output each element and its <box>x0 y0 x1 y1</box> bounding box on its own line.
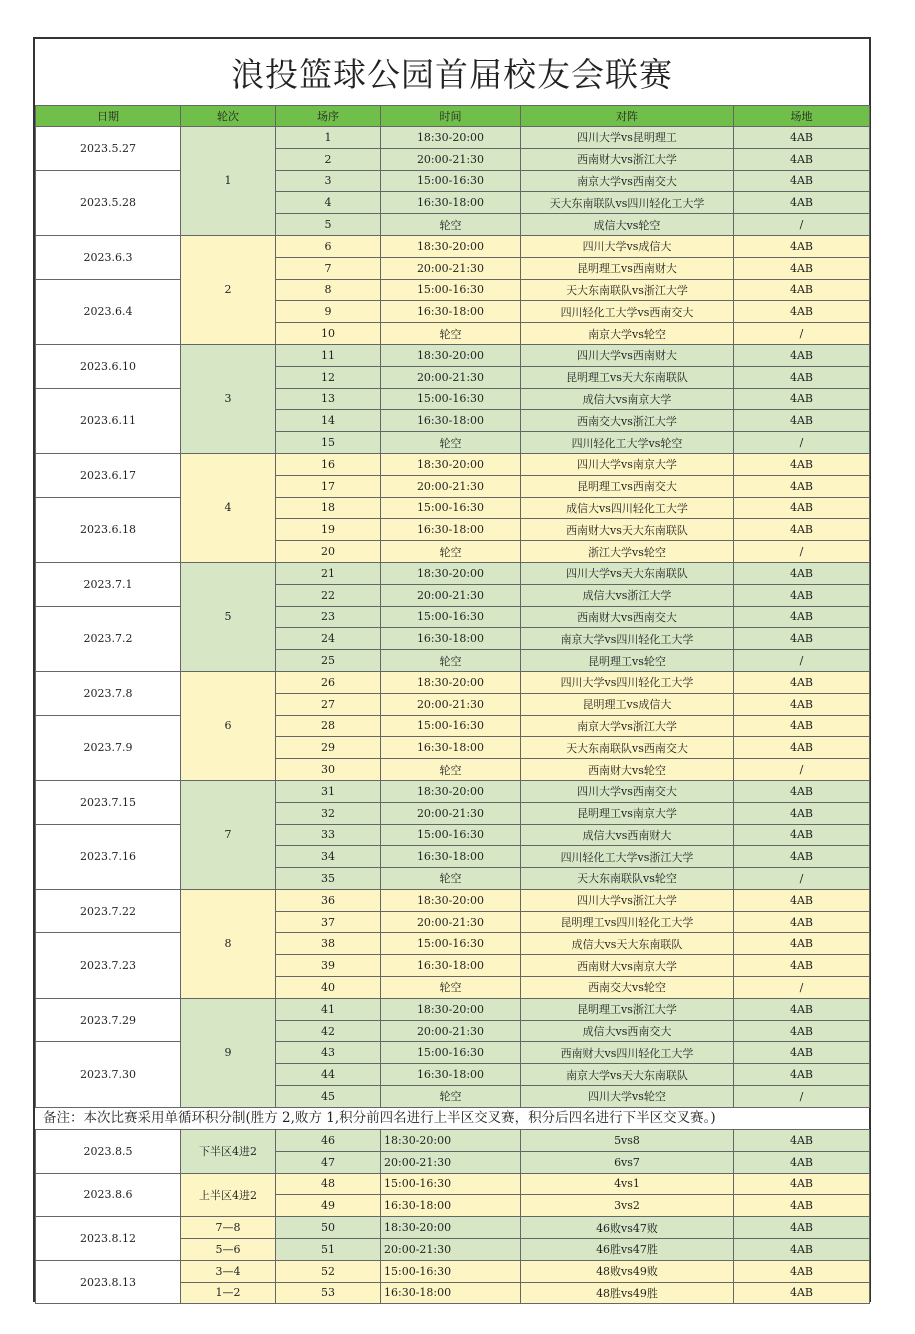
venue-cell: / <box>734 432 870 454</box>
time-cell: 轮空 <box>381 541 521 563</box>
round-cell: 1—2 <box>181 1282 276 1304</box>
table-row <box>36 1042 870 1064</box>
venue-cell: 4AB <box>734 562 870 584</box>
venue-cell: 4AB <box>734 671 870 693</box>
time-cell: 20:00-21:30 <box>381 802 521 824</box>
match-cell: 西南交大vs浙江大学 <box>521 410 734 432</box>
time-cell: 18:30-20:00 <box>381 127 521 149</box>
match-cell: 成信大vs西南财大 <box>521 824 734 846</box>
table-row <box>36 1130 870 1152</box>
game-no-cell: 36 <box>276 889 381 911</box>
game-no-cell: 27 <box>276 693 381 715</box>
date-cell: 2023.7.29 <box>36 998 181 1042</box>
game-no-cell: 4 <box>276 192 381 214</box>
date-cell: 2023.7.30 <box>36 1042 181 1107</box>
game-no-cell: 51 <box>276 1238 381 1260</box>
match-cell: 昆明理工vs南京大学 <box>521 802 734 824</box>
game-no-cell: 28 <box>276 715 381 737</box>
remark-note: 备注：本次比赛采用单循环积分制(胜方 2,败方 1,积分前四名进行上半区交叉赛，积分后四名进行下半区交叉赛。) <box>43 1110 716 1126</box>
round-cell: 6 <box>181 671 276 780</box>
date-cell: 2023.7.16 <box>36 824 181 889</box>
round-cell: 5 <box>181 562 276 671</box>
table-row <box>36 388 870 410</box>
match-cell: 西南财大vs浙江大学 <box>521 148 734 170</box>
venue-cell: 4AB <box>734 170 870 192</box>
venue-cell: 4AB <box>734 453 870 475</box>
venue-cell: 4AB <box>734 127 870 149</box>
time-cell: 18:30-20:00 <box>381 780 521 802</box>
game-no-cell: 26 <box>276 671 381 693</box>
date-cell: 2023.7.22 <box>36 889 181 933</box>
time-cell: 20:00-21:30 <box>381 1238 521 1260</box>
time-cell: 15:00-16:30 <box>381 1042 521 1064</box>
date-cell: 2023.8.5 <box>36 1130 181 1174</box>
time-cell: 15:00-16:30 <box>381 933 521 955</box>
time-cell: 16:30-18:00 <box>381 955 521 977</box>
venue-cell: 4AB <box>734 366 870 388</box>
venue-cell: 4AB <box>734 802 870 824</box>
page-title: 浪投篮球公园首届校友会联赛 <box>35 39 869 106</box>
match-cell: 昆明理工vs天大东南联队 <box>521 366 734 388</box>
match-cell: 成信大vs西南交大 <box>521 1020 734 1042</box>
venue-cell: 4AB <box>734 388 870 410</box>
round-cell: 7—8 <box>181 1217 276 1239</box>
time-cell: 16:30-18:00 <box>381 519 521 541</box>
time-cell: 20:00-21:30 <box>381 1020 521 1042</box>
date-cell: 2023.6.17 <box>36 453 181 497</box>
match-cell: 四川轻化工大学vs西南交大 <box>521 301 734 323</box>
venue-cell: 4AB <box>734 933 870 955</box>
time-cell: 16:30-18:00 <box>381 737 521 759</box>
time-cell: 20:00-21:30 <box>381 475 521 497</box>
round-cell: 上半区4进2 <box>181 1173 276 1217</box>
match-cell: 西南财大vs天大东南联队 <box>521 519 734 541</box>
venue-cell: 4AB <box>734 1282 870 1304</box>
table-row <box>36 235 870 257</box>
game-no-cell: 14 <box>276 410 381 432</box>
match-cell: 南京大学vs浙江大学 <box>521 715 734 737</box>
date-cell: 2023.7.1 <box>36 562 181 606</box>
date-cell: 2023.8.12 <box>36 1217 181 1261</box>
game-no-cell: 20 <box>276 541 381 563</box>
game-no-cell: 19 <box>276 519 381 541</box>
time-cell: 18:30-20:00 <box>381 235 521 257</box>
match-cell: 南京大学vs四川轻化工大学 <box>521 628 734 650</box>
match-cell: 天大东南联队vs轮空 <box>521 868 734 890</box>
date-cell: 2023.8.13 <box>36 1260 181 1304</box>
game-no-cell: 8 <box>276 279 381 301</box>
game-no-cell: 9 <box>276 301 381 323</box>
venue-cell: 4AB <box>734 824 870 846</box>
match-cell: 西南交大vs轮空 <box>521 977 734 999</box>
match-cell: 成信大vs天大东南联队 <box>521 933 734 955</box>
venue-cell: 4AB <box>734 279 870 301</box>
round-cell: 下半区4进2 <box>181 1130 276 1174</box>
time-cell: 轮空 <box>381 650 521 672</box>
venue-cell: 4AB <box>734 628 870 650</box>
time-cell: 20:00-21:30 <box>381 1151 521 1173</box>
match-cell: 南京大学vs轮空 <box>521 323 734 345</box>
game-no-cell: 40 <box>276 977 381 999</box>
table-row <box>36 889 870 911</box>
venue-cell: 4AB <box>734 344 870 366</box>
venue-cell: 4AB <box>734 584 870 606</box>
venue-cell: 4AB <box>734 1020 870 1042</box>
table-row <box>36 562 870 584</box>
time-cell: 16:30-18:00 <box>381 1195 521 1217</box>
date-cell: 2023.5.28 <box>36 170 181 235</box>
match-cell: 南京大学vs西南交大 <box>521 170 734 192</box>
table-row <box>36 344 870 366</box>
time-cell: 16:30-18:00 <box>381 628 521 650</box>
match-cell: 南京大学vs天大东南联队 <box>521 1064 734 1086</box>
game-no-cell: 33 <box>276 824 381 846</box>
header-game-no: 场序 <box>276 106 381 127</box>
game-no-cell: 29 <box>276 737 381 759</box>
venue-cell: 4AB <box>734 1195 870 1217</box>
game-no-cell: 15 <box>276 432 381 454</box>
venue-cell: 4AB <box>734 192 870 214</box>
date-cell: 2023.8.6 <box>36 1173 181 1217</box>
venue-cell: 4AB <box>734 301 870 323</box>
round-cell: 5—6 <box>181 1238 276 1260</box>
match-cell: 浙江大学vs轮空 <box>521 541 734 563</box>
time-cell: 18:30-20:00 <box>381 998 521 1020</box>
match-cell: 西南财大vs西南交大 <box>521 606 734 628</box>
venue-cell: / <box>734 214 870 236</box>
match-cell: 四川大学vs四川轻化工大学 <box>521 671 734 693</box>
game-no-cell: 42 <box>276 1020 381 1042</box>
time-cell: 轮空 <box>381 1086 521 1108</box>
table-row <box>36 497 870 519</box>
match-cell: 成信大vs南京大学 <box>521 388 734 410</box>
game-no-cell: 6 <box>276 235 381 257</box>
time-cell: 15:00-16:30 <box>381 715 521 737</box>
match-cell: 昆明理工vs浙江大学 <box>521 998 734 1020</box>
time-cell: 20:00-21:30 <box>381 693 521 715</box>
game-no-cell: 39 <box>276 955 381 977</box>
round-cell: 8 <box>181 889 276 998</box>
table-row <box>36 1260 870 1282</box>
schedule-table <box>35 105 870 1108</box>
time-cell: 18:30-20:00 <box>381 562 521 584</box>
venue-cell: 4AB <box>734 846 870 868</box>
round-cell: 2 <box>181 235 276 344</box>
match-cell: 四川大学vs天大东南联队 <box>521 562 734 584</box>
game-no-cell: 7 <box>276 257 381 279</box>
time-cell: 轮空 <box>381 759 521 781</box>
date-cell: 2023.7.8 <box>36 671 181 715</box>
match-cell: 西南财大vs轮空 <box>521 759 734 781</box>
match-cell: 四川大学vs轮空 <box>521 1086 734 1108</box>
game-no-cell: 41 <box>276 998 381 1020</box>
game-no-cell: 43 <box>276 1042 381 1064</box>
match-cell: 四川大学vs昆明理工 <box>521 127 734 149</box>
time-cell: 20:00-21:30 <box>381 257 521 279</box>
date-cell: 2023.7.2 <box>36 606 181 671</box>
header-date: 日期 <box>36 106 181 127</box>
game-no-cell: 50 <box>276 1217 381 1239</box>
time-cell: 20:00-21:30 <box>381 366 521 388</box>
schedule-body <box>36 127 870 1108</box>
game-no-cell: 35 <box>276 868 381 890</box>
venue-cell: / <box>734 323 870 345</box>
time-cell: 15:00-16:30 <box>381 170 521 192</box>
match-cell: 6vs7 <box>521 1151 734 1173</box>
match-cell: 昆明理工vs轮空 <box>521 650 734 672</box>
time-cell: 15:00-16:30 <box>381 279 521 301</box>
venue-cell: 4AB <box>734 1217 870 1239</box>
venue-cell: 4AB <box>734 998 870 1020</box>
time-cell: 18:30-20:00 <box>381 453 521 475</box>
venue-cell: 4AB <box>734 693 870 715</box>
venue-cell: 4AB <box>734 1042 870 1064</box>
header-row <box>36 106 870 127</box>
table-row <box>36 715 870 737</box>
time-cell: 16:30-18:00 <box>381 192 521 214</box>
venue-cell: 4AB <box>734 475 870 497</box>
time-cell: 16:30-18:00 <box>381 1064 521 1086</box>
game-no-cell: 52 <box>276 1260 381 1282</box>
venue-cell: 4AB <box>734 1151 870 1173</box>
time-cell: 18:30-20:00 <box>381 344 521 366</box>
date-cell: 2023.6.11 <box>36 388 181 453</box>
table-row <box>36 127 870 149</box>
match-cell: 天大东南联队vs浙江大学 <box>521 279 734 301</box>
time-cell: 16:30-18:00 <box>381 1282 521 1304</box>
table-row <box>36 671 870 693</box>
venue-cell: / <box>734 541 870 563</box>
match-cell: 四川轻化工大学vs轮空 <box>521 432 734 454</box>
match-cell: 昆明理工vs西南财大 <box>521 257 734 279</box>
header-time: 时间 <box>381 106 521 127</box>
table-row <box>36 453 870 475</box>
venue-cell: 4AB <box>734 911 870 933</box>
playoff-table <box>35 1129 870 1304</box>
match-cell: 4vs1 <box>521 1173 734 1195</box>
game-no-cell: 25 <box>276 650 381 672</box>
venue-cell: 4AB <box>734 1260 870 1282</box>
header-round: 轮次 <box>181 106 276 127</box>
match-cell: 西南财大vs南京大学 <box>521 955 734 977</box>
time-cell: 18:30-20:00 <box>381 889 521 911</box>
time-cell: 15:00-16:30 <box>381 606 521 628</box>
venue-cell: 4AB <box>734 1064 870 1086</box>
time-cell: 18:30-20:00 <box>381 1130 521 1152</box>
venue-cell: 4AB <box>734 497 870 519</box>
table-row <box>36 824 870 846</box>
match-cell: 西南财大vs四川轻化工大学 <box>521 1042 734 1064</box>
game-no-cell: 45 <box>276 1086 381 1108</box>
table-row <box>36 780 870 802</box>
match-cell: 昆明理工vs成信大 <box>521 693 734 715</box>
venue-cell: 4AB <box>734 715 870 737</box>
venue-cell: 4AB <box>734 889 870 911</box>
game-no-cell: 49 <box>276 1195 381 1217</box>
round-cell: 9 <box>181 998 276 1107</box>
date-cell: 2023.7.15 <box>36 780 181 824</box>
game-no-cell: 18 <box>276 497 381 519</box>
table-row <box>36 606 870 628</box>
match-cell: 四川轻化工大学vs浙江大学 <box>521 846 734 868</box>
playoff-body <box>36 1130 870 1304</box>
round-cell: 4 <box>181 453 276 562</box>
table-row <box>36 1173 870 1195</box>
venue-cell: 4AB <box>734 257 870 279</box>
time-cell: 15:00-16:30 <box>381 388 521 410</box>
game-no-cell: 32 <box>276 802 381 824</box>
match-cell: 天大东南联队vs四川轻化工大学 <box>521 192 734 214</box>
match-cell: 四川大学vs南京大学 <box>521 453 734 475</box>
match-cell: 四川大学vs成信大 <box>521 235 734 257</box>
time-cell: 18:30-20:00 <box>381 1217 521 1239</box>
date-cell: 2023.7.23 <box>36 933 181 998</box>
match-cell: 成信大vs四川轻化工大学 <box>521 497 734 519</box>
header-venue: 场地 <box>734 106 870 127</box>
time-cell: 轮空 <box>381 214 521 236</box>
time-cell: 18:30-20:00 <box>381 671 521 693</box>
game-no-cell: 37 <box>276 911 381 933</box>
time-cell: 20:00-21:30 <box>381 911 521 933</box>
time-cell: 轮空 <box>381 977 521 999</box>
game-no-cell: 3 <box>276 170 381 192</box>
venue-cell: 4AB <box>734 1130 870 1152</box>
match-cell: 46胜vs47胜 <box>521 1238 734 1260</box>
round-cell: 1 <box>181 127 276 236</box>
date-cell: 2023.6.18 <box>36 497 181 562</box>
venue-cell: 4AB <box>734 780 870 802</box>
venue-cell: 4AB <box>734 955 870 977</box>
game-no-cell: 31 <box>276 780 381 802</box>
date-cell: 2023.6.3 <box>36 235 181 279</box>
time-cell: 20:00-21:30 <box>381 584 521 606</box>
date-cell: 2023.6.10 <box>36 344 181 388</box>
match-cell: 46败vs47败 <box>521 1217 734 1239</box>
game-no-cell: 1 <box>276 127 381 149</box>
match-cell: 48胜vs49胜 <box>521 1282 734 1304</box>
match-cell: 成信大vs轮空 <box>521 214 734 236</box>
time-cell: 15:00-16:30 <box>381 1260 521 1282</box>
match-cell: 成信大vs浙江大学 <box>521 584 734 606</box>
match-cell: 四川大学vs浙江大学 <box>521 889 734 911</box>
table-row <box>36 998 870 1020</box>
game-no-cell: 11 <box>276 344 381 366</box>
game-no-cell: 47 <box>276 1151 381 1173</box>
header-match: 对阵 <box>521 106 734 127</box>
table-row <box>36 1217 870 1239</box>
game-no-cell: 34 <box>276 846 381 868</box>
time-cell: 20:00-21:30 <box>381 148 521 170</box>
game-no-cell: 24 <box>276 628 381 650</box>
match-cell: 四川大学vs西南财大 <box>521 344 734 366</box>
table-row <box>36 279 870 301</box>
match-cell: 天大东南联队vs西南交大 <box>521 737 734 759</box>
game-no-cell: 10 <box>276 323 381 345</box>
venue-cell: / <box>734 650 870 672</box>
match-cell: 3vs2 <box>521 1195 734 1217</box>
table-row <box>36 933 870 955</box>
time-cell: 16:30-18:00 <box>381 301 521 323</box>
venue-cell: 4AB <box>734 410 870 432</box>
time-cell: 轮空 <box>381 432 521 454</box>
match-cell: 昆明理工vs西南交大 <box>521 475 734 497</box>
round-cell: 3 <box>181 344 276 453</box>
time-cell: 轮空 <box>381 323 521 345</box>
venue-cell: / <box>734 868 870 890</box>
venue-cell: 4AB <box>734 1173 870 1195</box>
match-cell: 四川大学vs西南交大 <box>521 780 734 802</box>
venue-cell: 4AB <box>734 148 870 170</box>
time-cell: 15:00-16:30 <box>381 497 521 519</box>
venue-cell: 4AB <box>734 737 870 759</box>
game-no-cell: 23 <box>276 606 381 628</box>
time-cell: 15:00-16:30 <box>381 824 521 846</box>
venue-cell: 4AB <box>734 519 870 541</box>
game-no-cell: 13 <box>276 388 381 410</box>
round-cell: 3—4 <box>181 1260 276 1282</box>
match-cell: 48败vs49败 <box>521 1260 734 1282</box>
game-no-cell: 21 <box>276 562 381 584</box>
match-cell: 昆明理工vs四川轻化工大学 <box>521 911 734 933</box>
round-cell: 7 <box>181 780 276 889</box>
game-no-cell: 48 <box>276 1173 381 1195</box>
schedule-sheet <box>33 37 871 1302</box>
game-no-cell: 44 <box>276 1064 381 1086</box>
venue-cell: / <box>734 1086 870 1108</box>
venue-cell: / <box>734 977 870 999</box>
game-no-cell: 17 <box>276 475 381 497</box>
game-no-cell: 12 <box>276 366 381 388</box>
venue-cell: 4AB <box>734 606 870 628</box>
date-cell: 2023.5.27 <box>36 127 181 171</box>
game-no-cell: 2 <box>276 148 381 170</box>
date-cell: 2023.7.9 <box>36 715 181 780</box>
game-no-cell: 16 <box>276 453 381 475</box>
game-no-cell: 53 <box>276 1282 381 1304</box>
time-cell: 16:30-18:00 <box>381 410 521 432</box>
time-cell: 15:00-16:30 <box>381 1173 521 1195</box>
game-no-cell: 5 <box>276 214 381 236</box>
game-no-cell: 22 <box>276 584 381 606</box>
time-cell: 16:30-18:00 <box>381 846 521 868</box>
table-row <box>36 170 870 192</box>
game-no-cell: 30 <box>276 759 381 781</box>
venue-cell: / <box>734 759 870 781</box>
venue-cell: 4AB <box>734 1238 870 1260</box>
venue-cell: 4AB <box>734 235 870 257</box>
date-cell: 2023.6.4 <box>36 279 181 344</box>
match-cell: 5vs8 <box>521 1130 734 1152</box>
game-no-cell: 38 <box>276 933 381 955</box>
time-cell: 轮空 <box>381 868 521 890</box>
game-no-cell: 46 <box>276 1130 381 1152</box>
